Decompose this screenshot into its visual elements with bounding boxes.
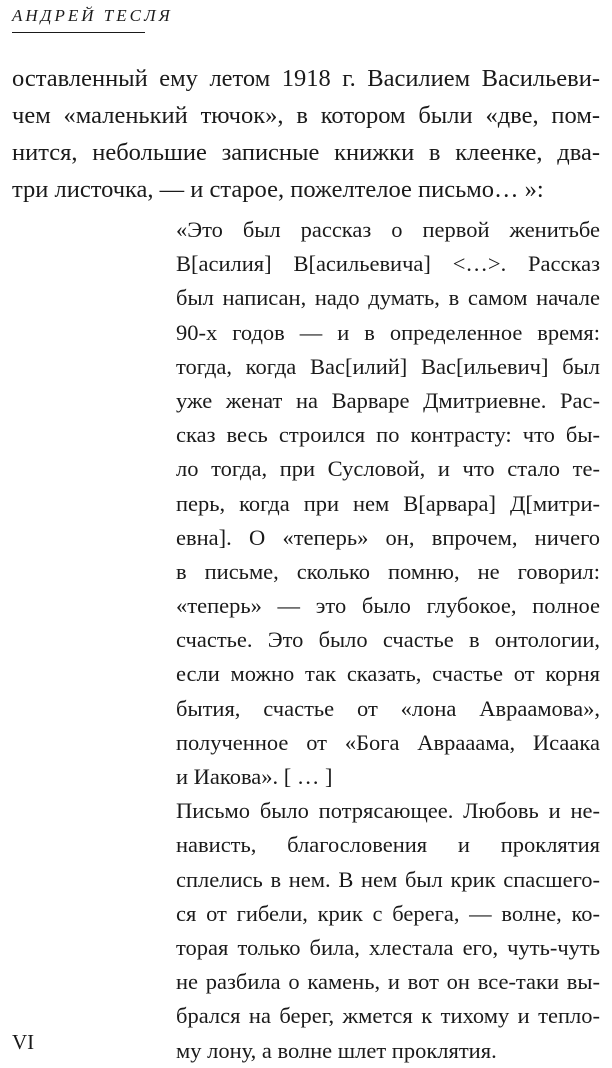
quote-line: ло тогда, при Сусловой, и что стало те- (176, 456, 600, 482)
paragraph-line: нится, небольшие записные книжки в клеенке, два- (12, 139, 600, 166)
quote-line: и Иакова». [ … ] (176, 764, 333, 789)
quote-line: Письмо было потрясающее. Любовь и не- (176, 798, 600, 824)
block-quote (176, 213, 600, 1068)
quote-line: тогда, когда Вас[илий] Вас[ильевич] был (176, 353, 600, 379)
quote-line: если можно так сказать, счастье от корня (176, 661, 600, 687)
quote-line: не разбила о камень, и вот он все-таки вы- (176, 969, 600, 995)
running-head: АНДРЕЙ ТЕСЛЯ (12, 6, 173, 25)
paragraph-line: чем «маленький тючок», в котором были «две, пом- (12, 102, 600, 129)
page-number: VI (12, 1030, 35, 1054)
quote-line: «теперь» — это было глубокое, полное (176, 593, 600, 619)
quote-line: 90-х годов — и в определенное время: (176, 319, 600, 345)
running-head-rule (12, 32, 145, 33)
body-paragraph (12, 60, 600, 208)
quote-line: бытия, счастье от «лона Авраамова», (176, 695, 600, 721)
quote-line: торая только била, хлестала его, чуть-чуть (176, 934, 600, 960)
quote-line: полученное от «Бога Аврааама, Исаака (176, 729, 600, 755)
quote-line: в письме, сколько помню, не говорил: (176, 558, 600, 584)
quote-line: ся от гибели, крик с берега, — волне, ко- (176, 900, 600, 926)
quote-line: перь, когда при нем В[арвара] Д[митри- (176, 490, 600, 516)
quote-line: «Это был рассказ о первой женитьбе (176, 217, 600, 242)
quote-line: В[асилия] В[асильевича] <…>. Рассказ (176, 251, 600, 277)
quote-line: счастье. Это было счастье в онтологии, (176, 627, 600, 653)
quote-line: евна]. О «теперь» он, впрочем, ничего (176, 524, 600, 550)
quote-line: му лону, а волне шлет проклятия. (176, 1037, 497, 1063)
quote-line: сплелись в нем. В нем был крик спасшего- (176, 866, 600, 892)
quote-line: был написан, надо думать, в самом начале (176, 285, 600, 311)
paragraph-line: три листочка, — и старое, пожелтелое письмо… »: (12, 176, 544, 203)
paragraph-line: оставленный ему летом 1918 г. Василием Васильеви- (12, 65, 600, 92)
quote-line: уже женат на Варваре Дмитриевне. Рас- (176, 387, 600, 413)
quote-line: сказ весь строился по контрасту: что бы- (176, 422, 600, 448)
quote-line: нависть, благословения и проклятия (176, 832, 600, 858)
quote-line: брался на берег, жмется к тихому и тепло- (176, 1003, 600, 1029)
